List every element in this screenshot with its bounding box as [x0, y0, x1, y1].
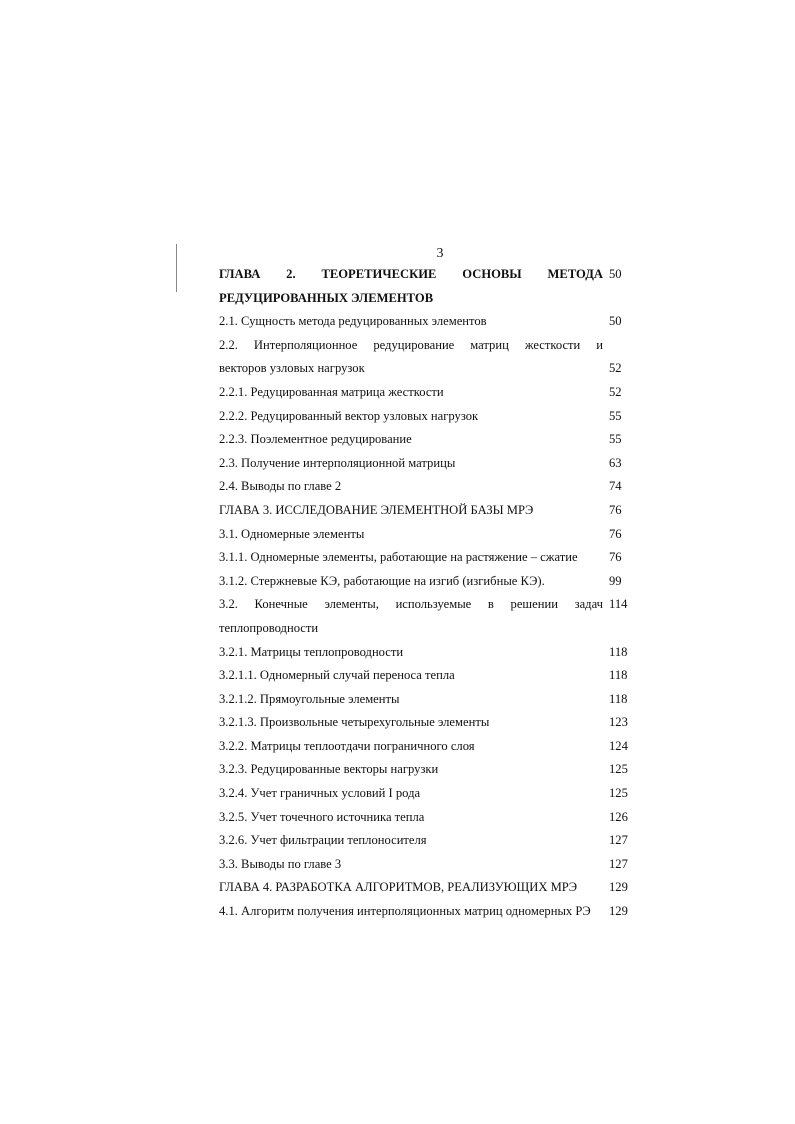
toc-entry-page: 129: [609, 880, 628, 895]
toc-entry: [219, 758, 630, 782]
toc-entry: [219, 310, 630, 334]
toc-entry-title: 3.2.1. Матрицы теплопроводности: [219, 644, 404, 659]
toc-entry-title: 3.1.1. Одномерные элементы, работающие на растяжение – сжатие: [219, 550, 578, 565]
toc-entry-page: 127: [609, 856, 628, 871]
toc-entry-page: 118: [609, 644, 628, 659]
page-number: 3: [436, 246, 444, 261]
toc-entry-page: 123: [609, 715, 628, 730]
toc-entry-title: 2.2.3. Поэлементное редуцирование: [219, 432, 412, 447]
toc-entry: [219, 664, 630, 688]
toc-entry: [219, 546, 630, 570]
toc-entry-page: 76: [609, 502, 622, 517]
toc-entry: [219, 876, 630, 900]
toc-entry: [219, 641, 630, 665]
table-of-contents: [219, 263, 630, 924]
toc-entry-page: 55: [609, 408, 622, 423]
toc-entry-title: 2.2. Интерполяционное редуцирование матриц жесткости и: [219, 337, 603, 352]
toc-entry: [219, 617, 630, 641]
toc-entry: [219, 711, 630, 735]
toc-entry: [219, 405, 630, 429]
toc-entry: [219, 475, 630, 499]
toc-entry: [219, 452, 630, 476]
toc-entry: [219, 287, 630, 311]
toc-entry-title: ГЛАВА 4. РАЗРАБОТКА АЛГОРИТМОВ, РЕАЛИЗУЮЩИХ МРЭ: [219, 880, 578, 895]
toc-entry-title: 3.2.2. Матрицы теплоотдачи пограничного слоя: [219, 738, 475, 753]
toc-entry: [219, 829, 630, 853]
toc-entry-page: 63: [609, 455, 622, 470]
toc-entry-title: 2.1. Сущность метода редуцированных элементов: [219, 314, 487, 329]
toc-entry-title: 3.3. Выводы по главе 3: [219, 856, 342, 871]
toc-entry-title: 2.3. Получение интерполяционной матрицы: [219, 455, 456, 470]
toc-entry-title: 3.2.4. Учет граничных условий I рода: [219, 786, 421, 801]
toc-entry-page: 76: [609, 550, 622, 565]
toc-entry: [219, 806, 630, 830]
toc-entry-title: 3.2.1.3. Произвольные четырехугольные элементы: [219, 715, 490, 730]
toc-entry-title: 2.2.1. Редуцированная матрица жесткости: [219, 384, 444, 399]
toc-entry-title: ГЛАВА 2. ТЕОРЕТИЧЕСКИЕ ОСНОВЫ МЕТОДА: [219, 267, 603, 281]
toc-entry: [219, 523, 630, 547]
toc-entry: [219, 428, 630, 452]
toc-entry-page: 50: [609, 314, 622, 329]
toc-entry-title: 3.1. Одномерные элементы: [219, 526, 365, 541]
toc-entry-title: 2.4. Выводы по главе 2: [219, 479, 342, 494]
toc-entry-page: 76: [609, 526, 622, 541]
toc-entry: [219, 853, 630, 877]
toc-entry-title: ГЛАВА 3. ИССЛЕДОВАНИЕ ЭЛЕМЕНТНОЙ БАЗЫ МРЭ: [219, 502, 534, 517]
toc-entry: [219, 900, 630, 924]
toc-entry: [219, 381, 630, 405]
toc-entry-title: 3.2.1.2. Прямоугольные элементы: [219, 691, 400, 706]
toc-entry: [219, 263, 630, 287]
toc-entry: [219, 357, 630, 381]
toc-entry-page: 74: [609, 479, 622, 494]
toc-entry-page: 118: [609, 691, 628, 706]
toc-entry-page: 118: [609, 668, 628, 683]
toc-entry-page: 124: [609, 738, 628, 753]
toc-entry-title: 3.2.3. Редуцированные векторы нагрузки: [219, 762, 439, 777]
toc-entry-title: 4.1. Алгоритм получения интерполяционных матриц одномерных РЭ: [219, 904, 591, 919]
toc-entry-page: 55: [609, 432, 622, 447]
toc-entry-page: 125: [609, 762, 628, 777]
toc-entry: [219, 688, 630, 712]
toc-entry-page: 127: [609, 833, 628, 848]
toc-entry: [219, 570, 630, 594]
toc-entry-title: 3.2.5. Учет точечного источника тепла: [219, 809, 425, 824]
toc-entry-title: 3.1.2. Стержневые КЭ, работающие на изгиб (изгибные КЭ).: [219, 573, 545, 588]
toc-entry-title: 2.2.2. Редуцированный вектор узловых нагрузок: [219, 408, 479, 423]
toc-entry: [219, 334, 630, 358]
toc-entry-title: 3.2.6. Учет фильтрации теплоносителя: [219, 833, 427, 848]
toc-entry-page: 52: [609, 361, 622, 376]
toc-entry-page: 52: [609, 384, 622, 399]
toc-entry-title: теплопроводности: [219, 620, 319, 635]
toc-entry-title: РЕДУЦИРОВАННЫХ ЭЛЕМЕНТОВ: [219, 290, 434, 305]
toc-entry-page: 129: [609, 904, 628, 919]
toc-entry-page: 125: [609, 786, 628, 801]
toc-entry: [219, 499, 630, 523]
toc-entry-title: векторов узловых нагрузок: [219, 361, 365, 376]
toc-entry-page: 126: [609, 809, 628, 824]
toc-entry-page: 50: [609, 267, 622, 281]
toc-entry-page: 99: [609, 573, 622, 588]
toc-entry-page: 114: [609, 597, 628, 612]
toc-entry-title: 3.2. Конечные элементы, используемые в решении задач: [219, 597, 603, 612]
toc-entry-title: 3.2.1.1. Одномерный случай переноса тепла: [219, 668, 455, 683]
toc-entry: [219, 782, 630, 806]
toc-entry: [219, 735, 630, 759]
toc-entry: [219, 593, 630, 617]
